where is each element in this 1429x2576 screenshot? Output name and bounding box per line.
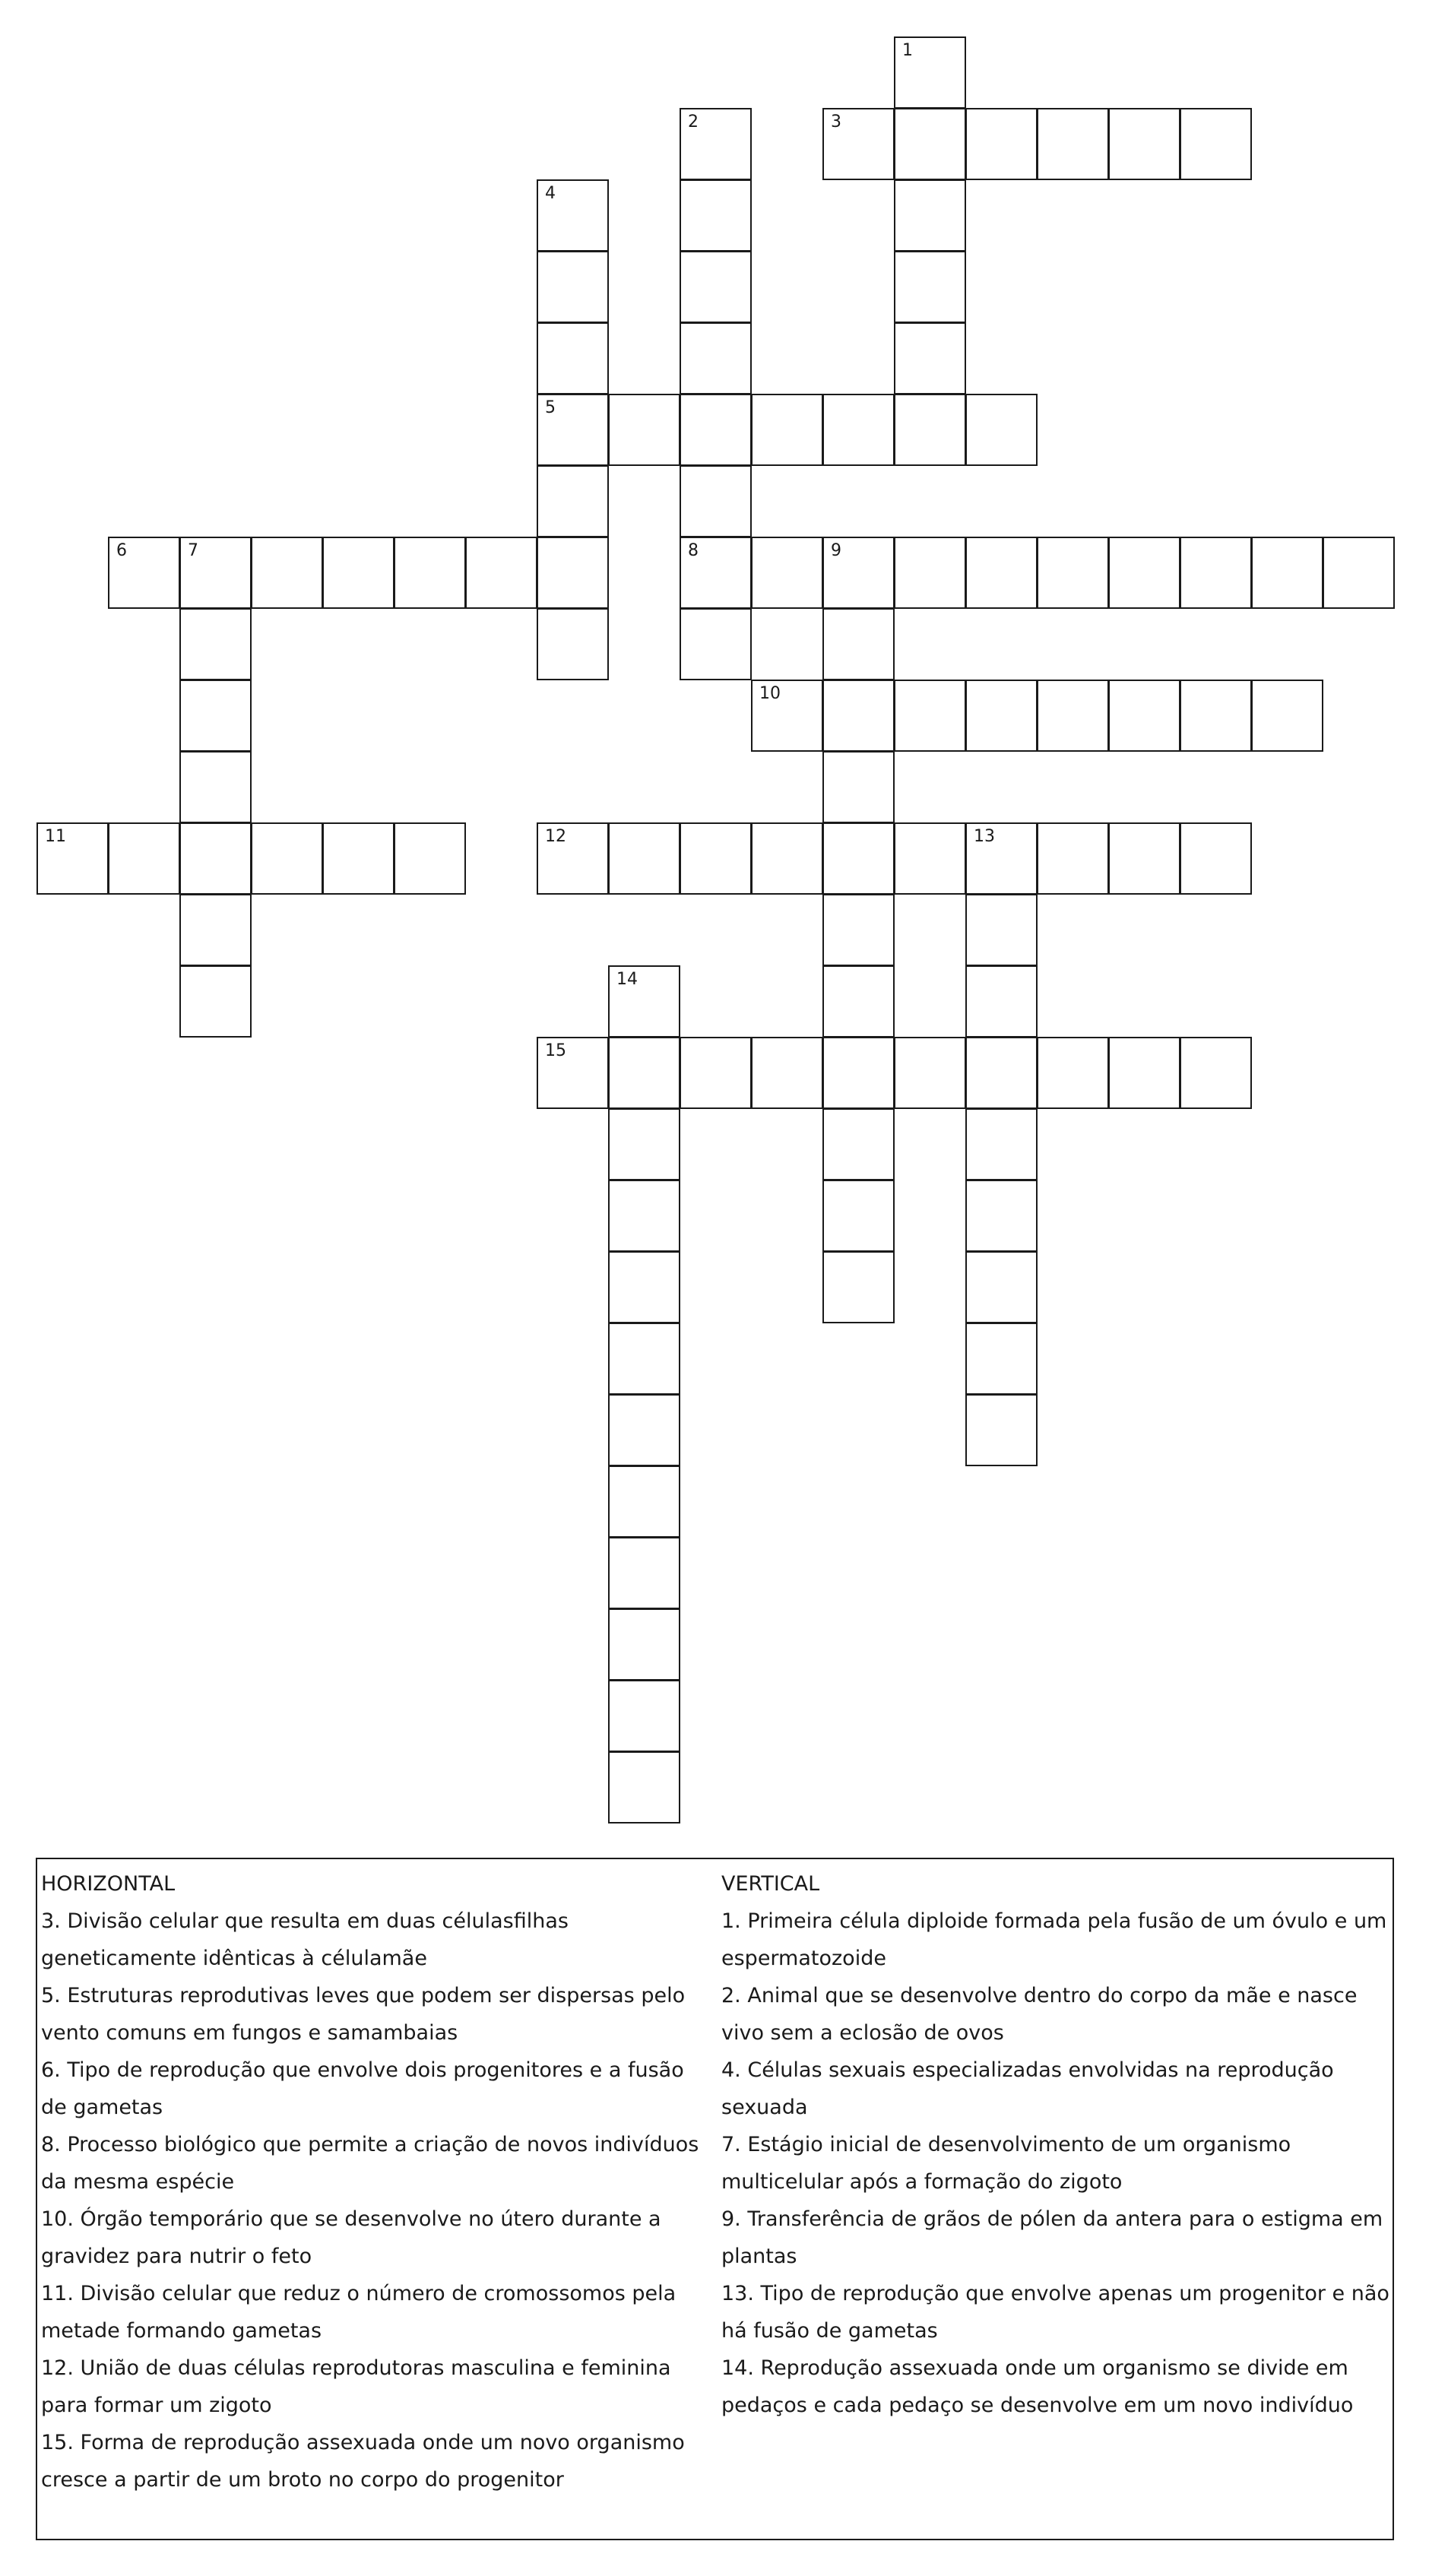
- clue-item: 1. Primeira célula diploide formada pela fusão de um óvulo e um espermatozoide: [721, 1909, 1387, 1970]
- clue-item: 6. Tipo de reprodução que envolve dois progenitores e a fusão de gametas: [41, 2058, 684, 2119]
- clue-number: 7: [188, 541, 198, 560]
- grid-cell[interactable]: [1108, 537, 1180, 609]
- grid-cell[interactable]: [1251, 537, 1323, 609]
- grid-cell[interactable]: [822, 1037, 895, 1109]
- grid-cell[interactable]: [680, 179, 752, 252]
- grid-cell[interactable]: [1251, 680, 1323, 752]
- clue-item: 8. Processo biológico que permite a criação de novos indivíduos da mesma espécie: [41, 2133, 699, 2194]
- grid-cell[interactable]: [894, 1037, 966, 1109]
- grid-cell[interactable]: [751, 394, 823, 466]
- grid-cell[interactable]: [1037, 108, 1109, 180]
- grid-cell[interactable]: [1037, 822, 1109, 895]
- grid-cell[interactable]: [608, 1251, 680, 1323]
- clue-number: 14: [616, 970, 638, 989]
- grid-cell[interactable]: [822, 1251, 895, 1323]
- clue-number: 3: [831, 112, 841, 131]
- across-clue-list: [41, 1903, 710, 2498]
- clue-number: 5: [545, 398, 556, 417]
- grid-cell[interactable]: [537, 537, 609, 609]
- grid-cell[interactable]: [537, 608, 609, 680]
- grid-cell[interactable]: [394, 822, 466, 895]
- grid-cell[interactable]: [894, 251, 966, 323]
- grid-cell[interactable]: [680, 608, 752, 680]
- grid-cell[interactable]: [537, 1037, 609, 1109]
- clue-item: 2. Animal que se desenvolve dentro do corpo da mãe e nasce vivo sem a eclosão de ovos: [721, 1984, 1358, 2045]
- grid-cell[interactable]: [822, 537, 895, 609]
- grid-cell[interactable]: [965, 394, 1038, 466]
- clue-number: 10: [759, 684, 781, 703]
- grid-cell[interactable]: [179, 680, 252, 752]
- grid-cell[interactable]: [608, 1108, 680, 1180]
- grid-cell[interactable]: [537, 394, 609, 466]
- clue-number: 11: [45, 827, 66, 846]
- clue-item: 11. Divisão celular que reduz o número de cromossomos pela metade formando gametas: [41, 2282, 676, 2343]
- grid-cell[interactable]: [608, 1323, 680, 1395]
- grid-cell[interactable]: [680, 251, 752, 323]
- clue-item: 3. Divisão celular que resulta em duas célulasfilhas geneticamente idênticas à célulamãe: [41, 1909, 569, 1970]
- grid-cell[interactable]: [680, 465, 752, 537]
- across-clues-column: [41, 1865, 710, 2498]
- clue-number: 2: [688, 112, 699, 131]
- grid-cell[interactable]: [822, 965, 895, 1038]
- clue-number: 13: [974, 827, 995, 846]
- grid-cell[interactable]: [894, 36, 966, 109]
- grid-cell[interactable]: [822, 894, 895, 966]
- grid-cell[interactable]: [1180, 108, 1252, 180]
- grid-cell[interactable]: [1108, 680, 1180, 752]
- grid-cell[interactable]: [822, 108, 895, 180]
- clue-item: 4. Células sexuais especializadas envolvidas na reprodução sexuada: [721, 2058, 1334, 2119]
- clue-number: 8: [688, 541, 699, 560]
- grid-cell[interactable]: [537, 179, 609, 252]
- down-clues-column: [721, 1865, 1390, 2424]
- grid-cell[interactable]: [537, 822, 609, 895]
- grid-cell[interactable]: [608, 1394, 680, 1466]
- grid-cell[interactable]: [965, 894, 1038, 966]
- grid-cell[interactable]: [680, 1037, 752, 1109]
- grid-cell[interactable]: [1108, 822, 1180, 895]
- grid-cell[interactable]: [751, 537, 823, 609]
- clue-number: 15: [545, 1041, 566, 1060]
- grid-cell[interactable]: [1108, 108, 1180, 180]
- grid-cell[interactable]: [894, 108, 966, 180]
- clue-number: 4: [545, 184, 556, 203]
- grid-cell[interactable]: [179, 608, 252, 680]
- grid-cell[interactable]: [1037, 537, 1109, 609]
- grid-cell[interactable]: [751, 680, 823, 752]
- grid-cell[interactable]: [1037, 1037, 1109, 1109]
- grid-cell[interactable]: [608, 1680, 680, 1752]
- grid-cell[interactable]: [680, 537, 752, 609]
- grid-cell[interactable]: [537, 251, 609, 323]
- grid-cell[interactable]: [894, 537, 966, 609]
- grid-cell[interactable]: [1108, 1037, 1180, 1109]
- grid-cell[interactable]: [251, 537, 323, 609]
- grid-cell[interactable]: [680, 108, 752, 180]
- grid-cell[interactable]: [179, 965, 252, 1038]
- grid-cell[interactable]: [965, 1394, 1038, 1466]
- down-clue-list: [721, 1903, 1390, 2424]
- grid-cell[interactable]: [465, 537, 537, 609]
- grid-cell[interactable]: [965, 1251, 1038, 1323]
- down-title: VERTICAL: [721, 1872, 820, 1896]
- clue-item: 9. Transferência de grãos de pólen da antera para o estigma em plantas: [721, 2207, 1383, 2268]
- grid-cell[interactable]: [894, 394, 966, 466]
- grid-cell[interactable]: [1323, 537, 1395, 609]
- grid-cell[interactable]: [894, 822, 966, 895]
- grid-cell[interactable]: [965, 1037, 1038, 1109]
- clue-item: 7. Estágio inicial de desenvolvimento de um organismo multicelular após a formação do zigoto: [721, 2133, 1291, 2194]
- grid-cell[interactable]: [822, 680, 895, 752]
- grid-cell[interactable]: [608, 965, 680, 1038]
- grid-cell[interactable]: [537, 465, 609, 537]
- grid-cell[interactable]: [822, 751, 895, 823]
- grid-cell[interactable]: [179, 751, 252, 823]
- grid-cell[interactable]: [822, 394, 895, 466]
- grid-cell[interactable]: [751, 1037, 823, 1109]
- grid-cell[interactable]: [36, 822, 109, 895]
- grid-cell[interactable]: [680, 394, 752, 466]
- grid-cell[interactable]: [894, 322, 966, 394]
- clue-item: 13. Tipo de reprodução que envolve apenas um progenitor e não há fusão de gametas: [721, 2282, 1389, 2343]
- grid-cell[interactable]: [608, 822, 680, 895]
- grid-cell[interactable]: [608, 394, 680, 466]
- grid-cell[interactable]: [1037, 680, 1109, 752]
- grid-cell[interactable]: [965, 1108, 1038, 1180]
- grid-cell[interactable]: [965, 822, 1038, 895]
- clue-item: 5. Estruturas reprodutivas leves que podem ser dispersas pelo vento comuns em fungos e samambaias: [41, 1984, 686, 2045]
- grid-cell[interactable]: [680, 322, 752, 394]
- grid-cell[interactable]: [394, 537, 466, 609]
- grid-cell[interactable]: [965, 965, 1038, 1038]
- grid-cell[interactable]: [894, 179, 966, 252]
- grid-cell[interactable]: [608, 1608, 680, 1681]
- grid-cell[interactable]: [965, 680, 1038, 752]
- grid-cell[interactable]: [251, 822, 323, 895]
- grid-cell[interactable]: [1180, 680, 1252, 752]
- clue-item: 10. Órgão temporário que se desenvolve no útero durante a gravidez para nutrir o feto: [41, 2207, 661, 2268]
- grid-cell[interactable]: [965, 1180, 1038, 1252]
- grid-cell[interactable]: [822, 608, 895, 680]
- clue-number: 9: [831, 541, 841, 560]
- clue-number: 1: [902, 41, 913, 60]
- grid-cell[interactable]: [537, 322, 609, 394]
- grid-cell[interactable]: [1180, 537, 1252, 609]
- grid-cell[interactable]: [179, 537, 252, 609]
- grid-cell[interactable]: [608, 1751, 680, 1823]
- across-title: HORIZONTAL: [41, 1872, 176, 1896]
- grid-cell[interactable]: [680, 822, 752, 895]
- grid-cell[interactable]: [179, 894, 252, 966]
- grid-cell[interactable]: [608, 1537, 680, 1609]
- grid-cell[interactable]: [108, 822, 180, 895]
- grid-cell[interactable]: [1180, 1037, 1252, 1109]
- grid-cell[interactable]: [894, 680, 966, 752]
- grid-cell[interactable]: [822, 822, 895, 895]
- clue-number: 6: [116, 541, 127, 560]
- clue-number: 12: [545, 827, 566, 846]
- clue-item: 12. União de duas células reprodutoras masculina e feminina para formar um zigoto: [41, 2356, 671, 2417]
- grid-cell[interactable]: [608, 1037, 680, 1109]
- clue-item: 14. Reprodução assexuada onde um organismo se divide em pedaços e cada pedaço se desenvolve em um novo indivíduo: [721, 2356, 1354, 2417]
- grid-cell[interactable]: [608, 1465, 680, 1538]
- grid-cell[interactable]: [179, 822, 252, 895]
- grid-cell[interactable]: [608, 1180, 680, 1252]
- grid-cell[interactable]: [822, 1108, 895, 1180]
- grid-cell[interactable]: [1180, 822, 1252, 895]
- grid-cell[interactable]: [822, 1180, 895, 1252]
- grid-cell[interactable]: [322, 822, 394, 895]
- grid-cell[interactable]: [965, 537, 1038, 609]
- grid-cell[interactable]: [965, 1323, 1038, 1395]
- grid-cell[interactable]: [322, 537, 394, 609]
- grid-cell[interactable]: [965, 108, 1038, 180]
- clues-panel: [36, 1858, 1394, 2540]
- grid-cell[interactable]: [751, 822, 823, 895]
- clue-item: 15. Forma de reprodução assexuada onde um novo organismo cresce a partir de um broto no corpo do progenitor: [41, 2431, 685, 2492]
- grid-cell[interactable]: [108, 537, 180, 609]
